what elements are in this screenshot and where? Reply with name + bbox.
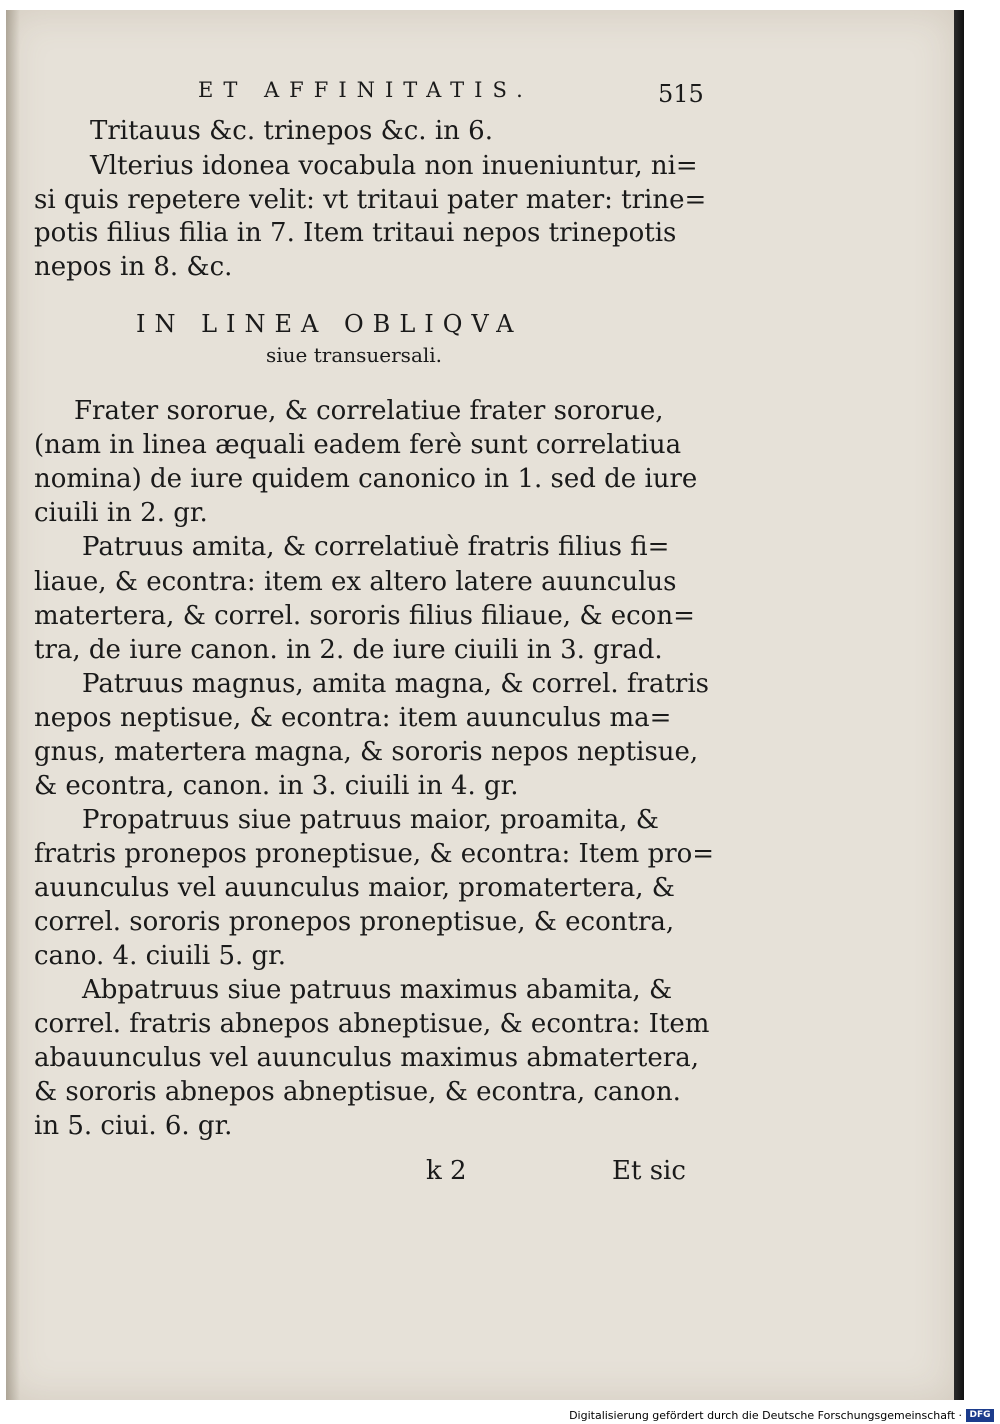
text-line: tra, de iure canon. in 2. de iure ciuili in 3. grad. bbox=[34, 635, 663, 665]
text-line: potis filius filia in 7. Item tritaui nepos trinepotis bbox=[34, 218, 677, 248]
text-line: gnus, matertera magna, & sororis nepos neptisue, bbox=[34, 737, 699, 767]
text-line: abauunculus vel auunculus maximus abmatertera, bbox=[34, 1043, 699, 1073]
gutter-shadow bbox=[6, 10, 20, 1400]
text-line: auunculus vel auunculus maior, promatertera, & bbox=[34, 873, 675, 903]
book-page bbox=[6, 10, 954, 1400]
section-subheading: siue transuersali. bbox=[266, 343, 443, 367]
text-line: (nam in linea æquali eadem ferè sunt correlatiua bbox=[34, 430, 682, 460]
text-line: nepos neptisue, & econtra: item auunculus ma= bbox=[34, 703, 672, 733]
text-line: cano. 4. ciuili 5. gr. bbox=[34, 941, 286, 971]
text-line: nepos in 8. &c. bbox=[34, 252, 233, 282]
text-line: correl. fratris abnepos abneptisue, & econtra: Item bbox=[34, 1009, 710, 1039]
text-line: Tritauus &c. trinepos &c. in 6. bbox=[90, 116, 493, 146]
section-heading: IN LINEA OBLIQVA bbox=[136, 310, 523, 338]
text-line: Vlterius idonea vocabula non inueniuntur, ni= bbox=[90, 151, 698, 181]
text-line: ciuili in 2. gr. bbox=[34, 498, 208, 528]
text-line: si quis repetere velit: vt tritaui pater mater: trine= bbox=[34, 185, 707, 215]
text-line: in 5. ciui. 6. gr. bbox=[34, 1111, 233, 1141]
text-line: fratris pronepos proneptisue, & econtra: Item pro= bbox=[34, 839, 715, 869]
digitization-credit: Digitalisierung gefördert durch die Deutsche Forschungsgemeinschaft · bbox=[569, 1409, 962, 1422]
running-head: ET AFFINITATIS. bbox=[198, 78, 533, 102]
text-line: Propatruus siue patruus maior, proamita, & bbox=[82, 805, 659, 835]
text-line: & sororis abnepos abneptisue, & econtra, canon. bbox=[34, 1077, 681, 1107]
text-line: Patruus magnus, amita magna, & correl. fratris bbox=[82, 669, 710, 699]
catchword: Et sic bbox=[612, 1156, 686, 1186]
text-line: Frater sororue, & correlatiue frater sororue, bbox=[74, 396, 664, 426]
dfg-logo: DFG bbox=[966, 1409, 994, 1422]
text-line: & econtra, canon. in 3. ciuili in 4. gr. bbox=[34, 771, 519, 801]
text-line: correl. sororis pronepos proneptisue, & econtra, bbox=[34, 907, 675, 937]
signature-mark: k 2 bbox=[426, 1156, 467, 1186]
text-line: Patruus amita, & correlatiuè fratris filius fi= bbox=[82, 532, 670, 562]
text-line: nomina) de iure quidem canonico in 1. sed de iure bbox=[34, 464, 698, 494]
text-line: liaue, & econtra: item ex altero latere auunculus bbox=[34, 567, 677, 597]
page-edge bbox=[954, 10, 964, 1400]
text-line: Abpatruus siue patruus maximus abamita, & bbox=[82, 975, 673, 1005]
text-line: matertera, & correl. sororis filius filiaue, & econ= bbox=[34, 601, 695, 631]
page-number: 515 bbox=[658, 80, 704, 108]
